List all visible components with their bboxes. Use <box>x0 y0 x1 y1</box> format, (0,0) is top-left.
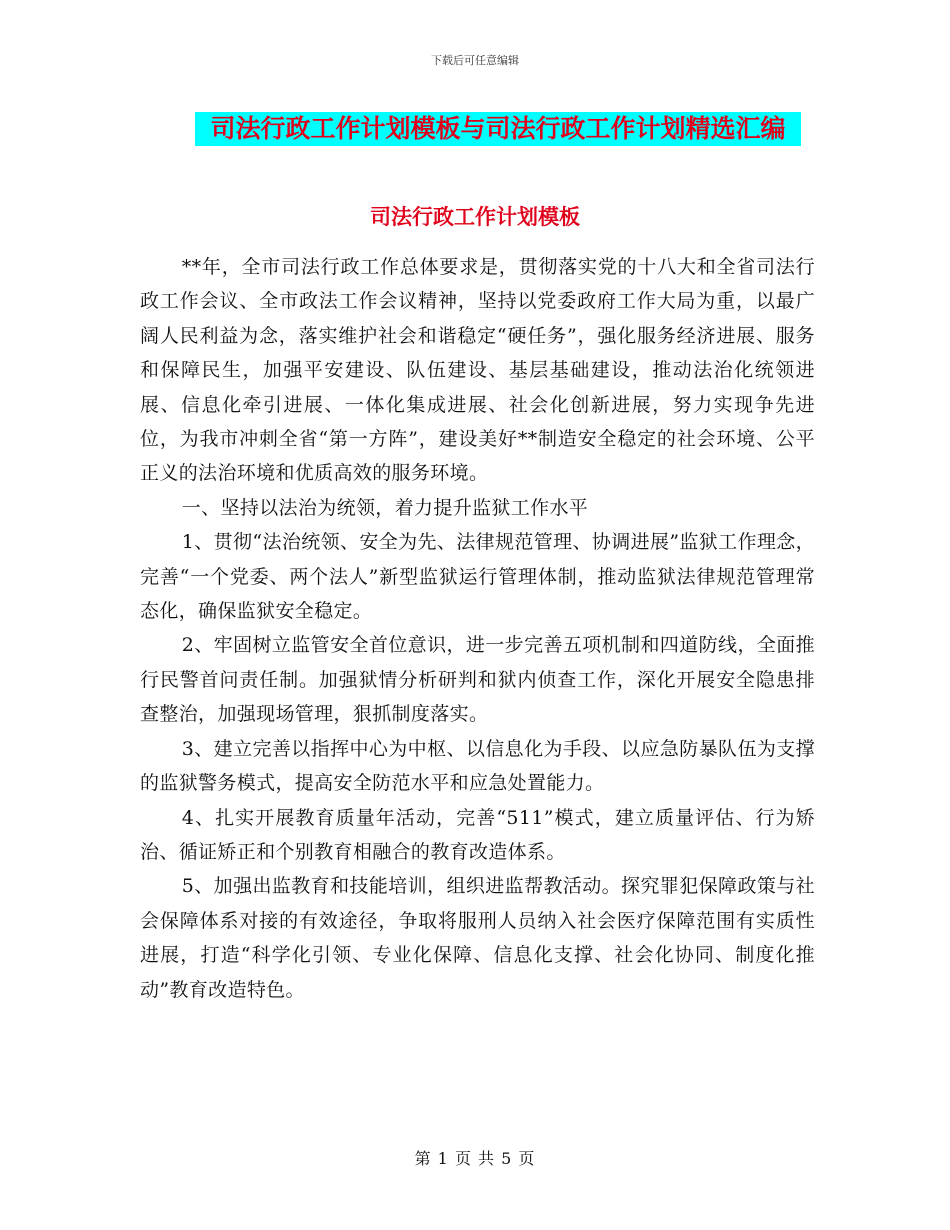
list-item: 3、建立完善以指挥中心为中枢、以信息化为手段、以应急防暴队伍为支撑的监狱警务模式，提高安全防范水平和应急处置能力。 <box>140 737 815 795</box>
section-subtitle: 司法行政工作计划模板 <box>370 204 580 229</box>
list-item: 4、扎实开展教育质量年活动，完善“511”模式，建立质量评估、行为矫治、循证矫正和个别教育相融合的教育改造体系。 <box>140 806 815 863</box>
document-body <box>140 250 815 1007</box>
section-heading: 一、坚持以法治为统领，着力提升监狱工作水平 <box>181 496 589 519</box>
list-item: 2、牢固树立监管安全首位意识，进一步完善五项机制和四道防线，全面推行民警首问责任制。加强狱情分析研判和狱内侦查工作，深化开展安全隐患排查整治，加强现场管理，狠抓制度落实。 <box>140 634 815 726</box>
document-main-title: 司法行政工作计划模板与司法行政工作计划精选汇编 <box>195 112 801 146</box>
list-item: 5、加强出监教育和技能培训，组织进监帮教活动。探究罪犯保障政策与社会保障体系对接的有效途径，争取将服刑人员纳入社会医疗保障范围有实质性进展，打造“科学化引领、专业化保障、信息化支撑、社会化协同、制度化推动”教育改造特色。 <box>140 875 815 1001</box>
list-item: 1、贯彻“法治统领、安全为先、法律规范管理、协调进展”监狱工作理念，完善“一个党委、两个法人”新型监狱运行管理体制，推动监狱法律规范管理常态化，确保监狱安全稳定。 <box>140 531 815 623</box>
page-header-note: 下载后可任意编辑 <box>431 54 519 67</box>
intro-paragraph: **年，全市司法行政工作总体要求是，贯彻落实党的十八大和全省司法行政工作会议、全市政法工作会议精神，坚持以党委政府工作大局为重，以最广阔人民利益为念，落实维护社会和谐稳定“硬任务”，强化服务经济进展、服务和保障民生，加强平安建设、队伍建设、基层基础建设，推动法治化统领进展、信息化牵引进展、一体化集成进展、社会化创新进展，努力实现争先进位，为我市冲刺全省“第一方阵”，建设美好**制造安全稳定的社会环境、公平正义的法治环境和优质高效的服务环境。 <box>140 256 815 485</box>
page-footer: 第 1 页 共 5 页 <box>414 1149 536 1168</box>
